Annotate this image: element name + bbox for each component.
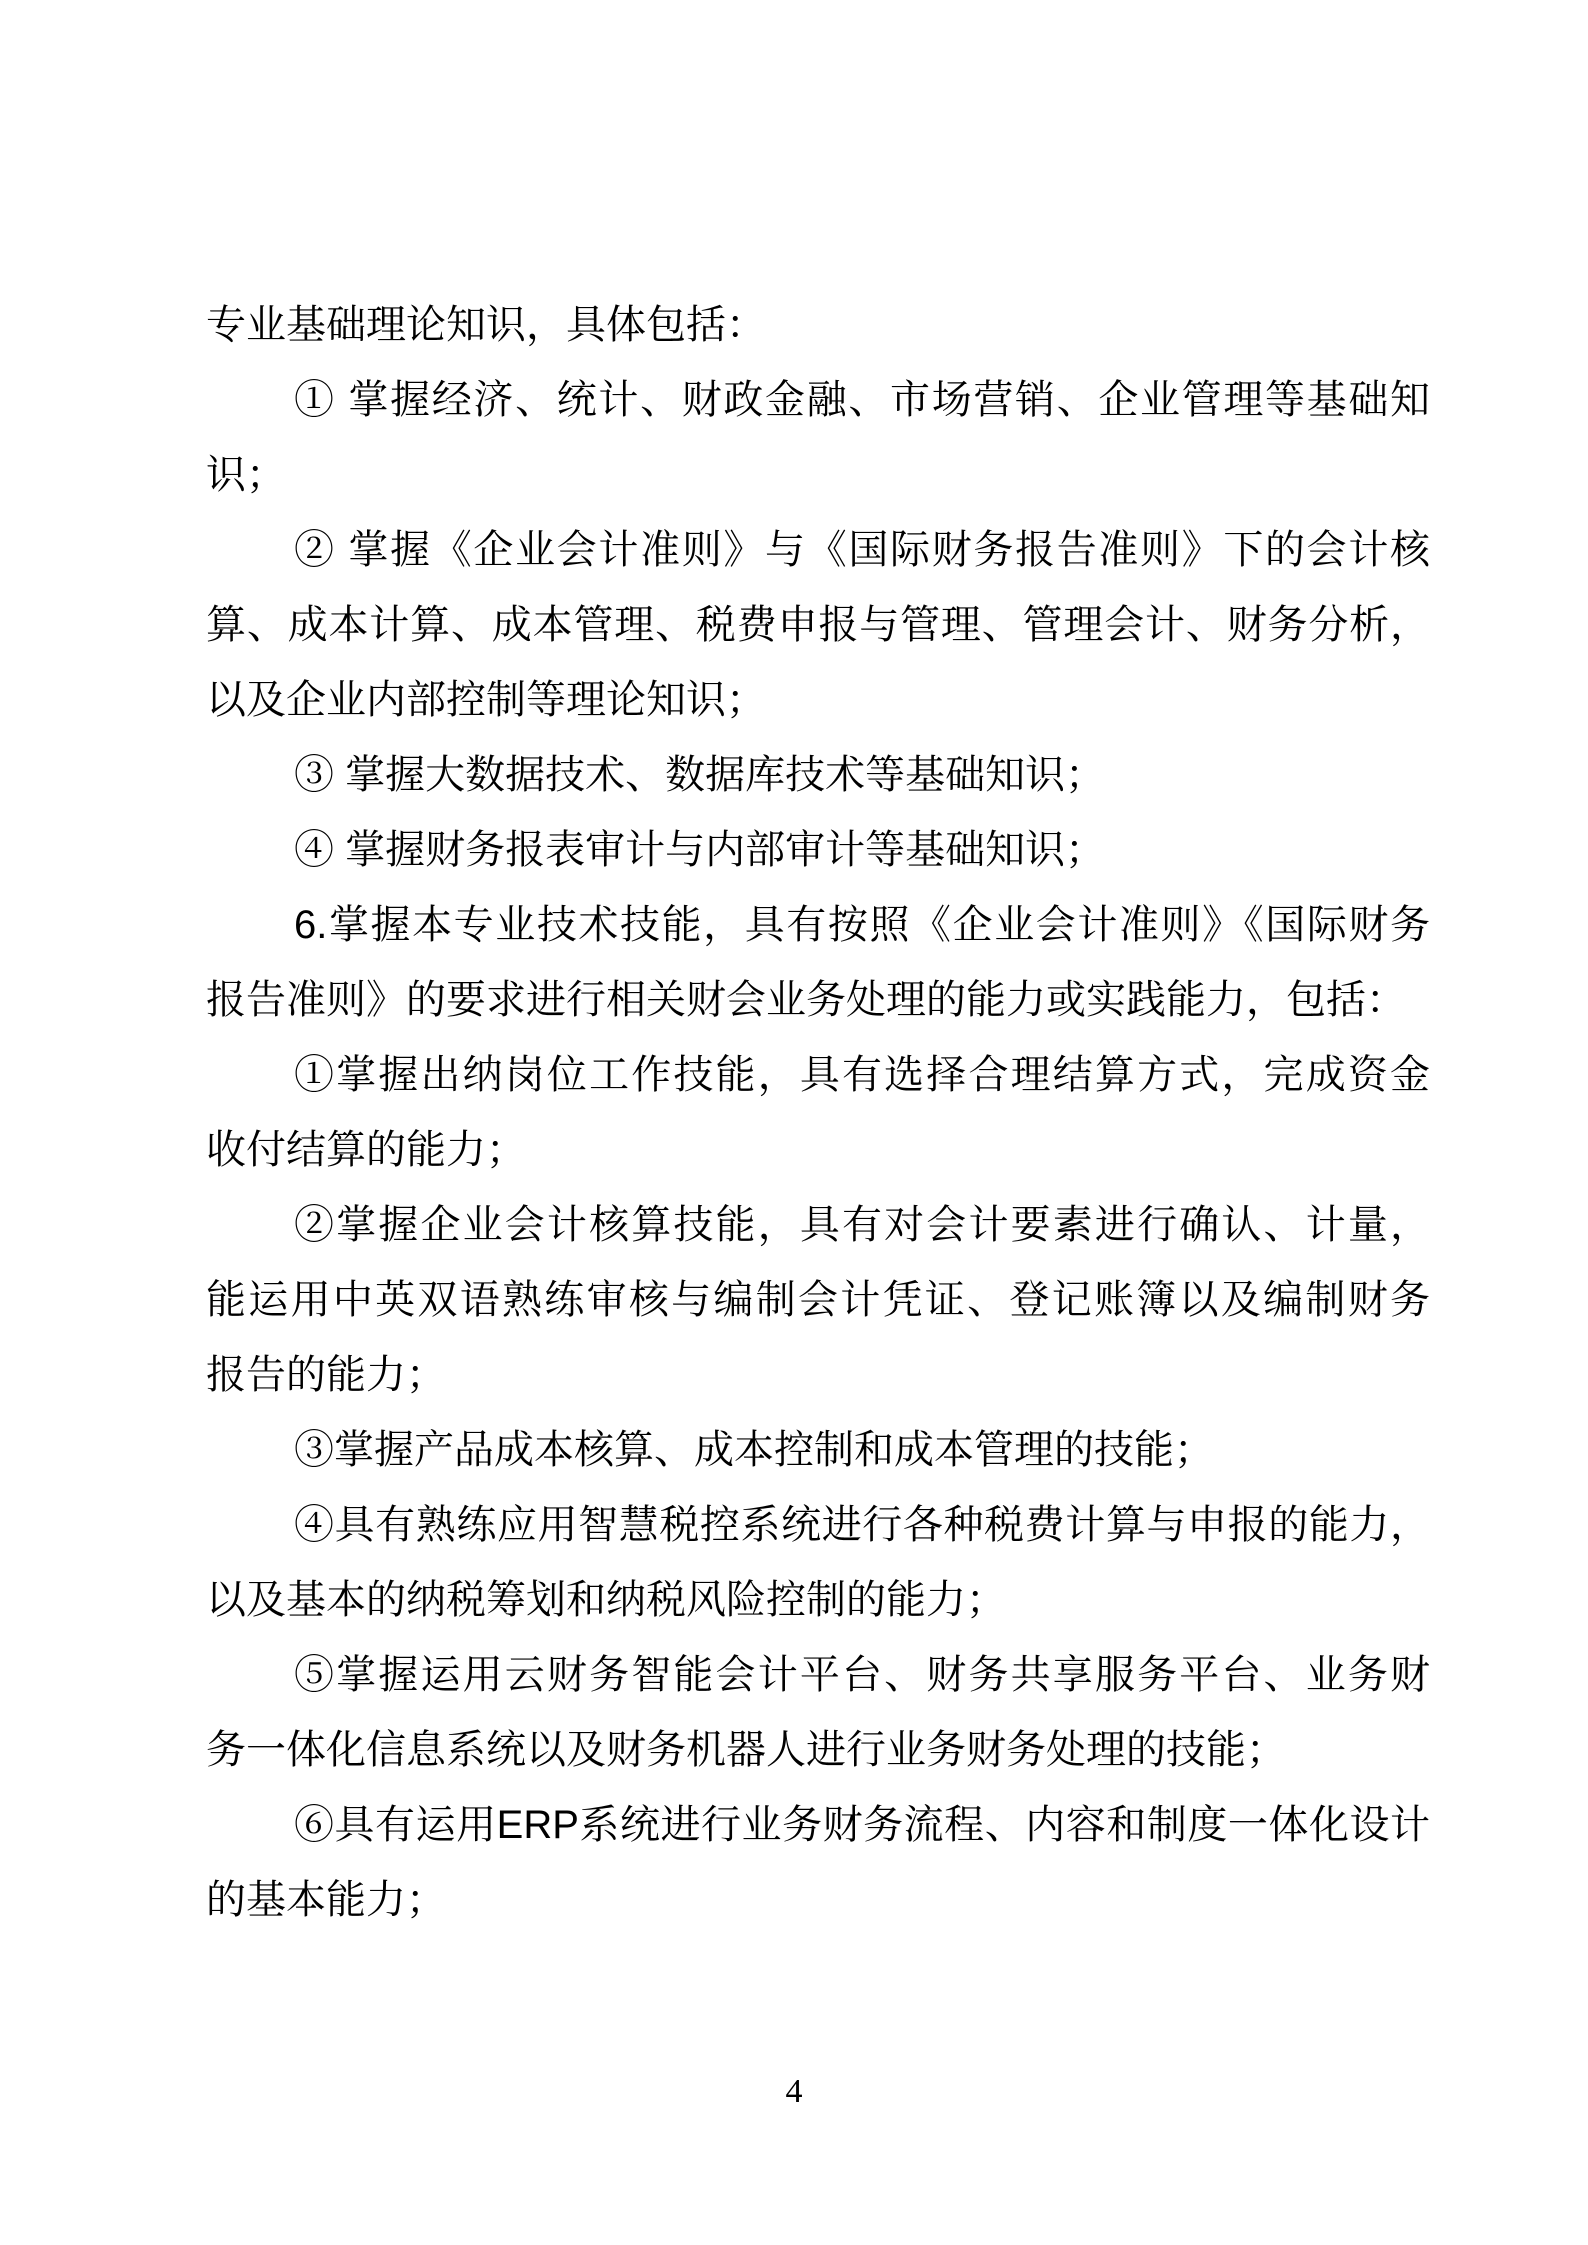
text-line: ② 掌握《企业会计准则》与《国际财务报告准则》下的会计核 (294, 528, 1430, 572)
page-number: 4 (785, 2073, 803, 2110)
text-line: ③掌握产品成本核算、成本控制和成本管理的技能； (294, 1428, 1214, 1472)
text-line: 收付结算的能力； (206, 1128, 526, 1172)
text-line: 识； (206, 453, 286, 497)
text-line: ③ 掌握大数据技术、数据库技术等基础知识； (294, 753, 1106, 797)
text-line: 报告的能力； (206, 1353, 446, 1397)
text-line: 算、成本计算、成本管理、税费申报与管理、管理会计、财务分析， (206, 603, 1430, 647)
text-line: 的基本能力； (206, 1878, 446, 1922)
text-line: 报告准则》的要求进行相关财会业务处理的能力或实践能力，包括： (206, 978, 1406, 1022)
text-line: ②掌握企业会计核算技能，具有对会计要素进行确认、计量， (294, 1203, 1430, 1247)
text-line: ⑥具有运用ERP系统进行业务财务流程、内容和制度一体化设计 (294, 1803, 1430, 1847)
text-line: 能运用中英双语熟练审核与编制会计凭证、登记账簿以及编制财务 (206, 1278, 1430, 1322)
text-line: ⑤掌握运用云财务智能会计平台、财务共享服务平台、业务财 (294, 1653, 1430, 1697)
text-line: 以及企业内部控制等理论知识； (206, 678, 766, 722)
document-body (206, 288, 1430, 1938)
text-line: ① 掌握经济、统计、财政金融、市场营销、企业管理等基础知 (294, 378, 1430, 422)
text-line: ④具有熟练应用智慧税控系统进行各种税费计算与申报的能力， (294, 1503, 1430, 1547)
text-line: 6.掌握本专业技术技能，具有按照《企业会计准则》《国际财务 (294, 903, 1430, 947)
text-line: ①掌握出纳岗位工作技能，具有选择合理结算方式，完成资金 (294, 1053, 1430, 1097)
text-line: 务一体化信息系统以及财务机器人进行业务财务处理的技能； (206, 1728, 1286, 1772)
text-line: 以及基本的纳税筹划和纳税风险控制的能力； (206, 1578, 1006, 1622)
text-line: 专业基础理论知识，具体包括： (206, 303, 766, 347)
text-line: ④ 掌握财务报表审计与内部审计等基础知识； (294, 828, 1106, 872)
